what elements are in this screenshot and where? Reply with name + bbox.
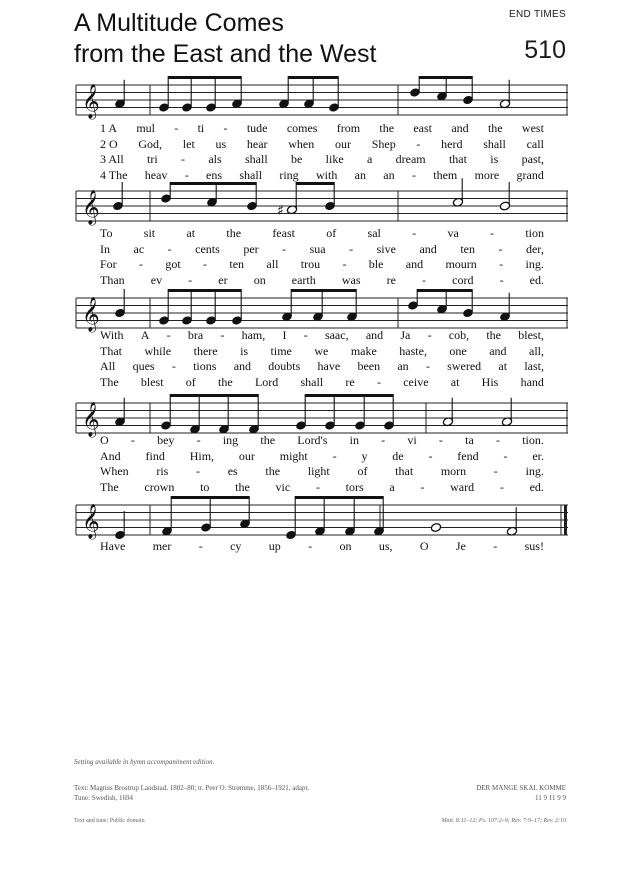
lyric-syllable: tors xyxy=(345,479,364,494)
lyric-syllable: ten xyxy=(229,257,245,271)
lyric-syllable: - xyxy=(220,328,225,342)
lyric-syllable: God, xyxy=(138,136,163,151)
lyric-syllable: let xyxy=(182,136,195,151)
lyric-syllable: - xyxy=(184,167,189,182)
lyric-syllable: - xyxy=(493,464,498,478)
lyric-syllable: crown xyxy=(144,479,175,494)
lyric-syllable: re xyxy=(386,272,396,287)
lyric-line xyxy=(100,433,544,447)
lyric-syllable: a xyxy=(366,152,373,166)
lyric-syllable: from xyxy=(336,121,361,135)
lyric-syllable: feast xyxy=(272,226,295,240)
lyric-syllable: - xyxy=(139,257,144,271)
lyric-syllable: Him, xyxy=(189,448,215,463)
lyric-syllable: - xyxy=(303,328,308,342)
lyric-syllable: at xyxy=(498,359,508,373)
lyric-syllable: O xyxy=(419,539,429,553)
lyric-syllable: 2 O xyxy=(100,136,118,151)
lyric-syllable: like xyxy=(325,152,344,166)
music-staff-1 xyxy=(0,77,640,117)
lyric-syllable: ac xyxy=(133,241,145,256)
note-beam xyxy=(295,496,383,499)
title-line-2: from the East and the West xyxy=(74,40,377,68)
lyric-syllable: with xyxy=(316,167,338,182)
lyric-syllable: up xyxy=(268,539,281,553)
lyric-syllable: vic xyxy=(275,479,291,494)
lyric-syllable: - xyxy=(332,448,337,463)
lyric-syllable: - xyxy=(499,479,504,494)
lyric-syllable: 4 The xyxy=(100,167,128,182)
lyric-syllable: one xyxy=(449,343,467,358)
lyric-line xyxy=(100,273,544,287)
lyric-syllable: de xyxy=(392,448,404,463)
lyric-syllable: - xyxy=(499,272,504,287)
lyric-syllable: all xyxy=(266,257,279,271)
lyric-syllable: - xyxy=(495,433,500,447)
lyric-syllable: Lord's xyxy=(297,433,328,447)
lyric-syllable: hand xyxy=(520,374,544,389)
copyright: Text and tune: Public domain xyxy=(74,818,145,824)
lyric-line xyxy=(100,137,544,151)
lyric-syllable: an xyxy=(354,167,366,182)
lyric-syllable: dream xyxy=(395,152,426,166)
lyric-syllable: haste, xyxy=(399,343,427,358)
note-beam xyxy=(296,182,334,185)
lyric-syllable: als xyxy=(208,152,222,166)
lyric-syllable: ing. xyxy=(525,464,544,478)
lyric-syllable: the xyxy=(379,121,395,135)
lyric-syllable: - xyxy=(171,359,176,373)
lyric-syllable: an xyxy=(397,359,409,373)
lyric-syllable: per xyxy=(243,241,259,256)
lyric-syllable: call xyxy=(526,136,544,151)
note-beam xyxy=(291,289,356,292)
lyric-syllable: morn xyxy=(440,464,467,478)
lyric-line xyxy=(100,359,544,373)
lyric-line xyxy=(100,449,544,463)
lyric-syllable: His xyxy=(481,374,499,389)
lyric-line xyxy=(100,480,544,494)
lyric-line xyxy=(100,328,544,342)
lyric-syllable: sal xyxy=(367,226,381,240)
lyric-syllable: In xyxy=(100,241,110,256)
lyric-syllable: mul xyxy=(136,121,155,135)
lyric-syllable: comes xyxy=(286,121,318,135)
lyric-syllable: there xyxy=(193,343,218,358)
lyric-syllable: - xyxy=(411,167,416,182)
lyric-syllable: sus! xyxy=(524,539,544,553)
lyric-syllable: Lord xyxy=(254,374,279,389)
lyric-syllable: - xyxy=(196,433,201,447)
lyric-syllable: ev xyxy=(150,272,163,287)
lyric-syllable: - xyxy=(342,257,347,271)
lyric-syllable: When xyxy=(100,464,129,478)
note-beam xyxy=(305,394,393,397)
lyric-syllable: our xyxy=(238,448,255,463)
lyric-syllable: bey xyxy=(157,433,175,447)
lyric-syllable: - xyxy=(416,136,421,151)
lyric-syllable: I xyxy=(282,328,287,342)
lyric-line xyxy=(100,168,544,182)
lyric-syllable: The xyxy=(100,374,119,389)
treble-clef-icon: 𝄞 xyxy=(82,504,100,539)
lyric-syllable: - xyxy=(376,374,381,389)
lyric-syllable: mourn xyxy=(445,257,477,271)
lyric-syllable: cents xyxy=(195,241,220,256)
lyric-syllable: find xyxy=(145,448,165,463)
music-staff-3 xyxy=(0,290,640,330)
lyric-syllable: last, xyxy=(524,359,544,373)
lyric-syllable: tude xyxy=(246,121,268,135)
lyric-syllable: is xyxy=(240,343,249,358)
lyric-syllable: ward xyxy=(450,479,475,494)
lyric-syllable: Ja xyxy=(400,328,411,342)
lyric-syllable: saac, xyxy=(324,328,349,342)
lyric-syllable: of xyxy=(185,374,196,389)
lyric-syllable: For xyxy=(100,257,117,271)
lyric-syllable: a xyxy=(389,479,395,494)
lyric-syllable: - xyxy=(203,257,208,271)
lyric-syllable: ceive xyxy=(403,374,429,389)
treble-clef-icon: 𝄞 xyxy=(82,402,100,437)
title-line-1: A Multitude Comes xyxy=(74,9,284,37)
lyric-syllable: was xyxy=(341,272,361,287)
lyric-syllable: - xyxy=(349,241,354,256)
lyric-line xyxy=(100,226,544,240)
lyric-syllable: might xyxy=(279,448,308,463)
lyric-syllable: - xyxy=(427,328,432,342)
lyric-syllable: grand xyxy=(516,167,544,182)
lyric-syllable: - xyxy=(198,539,203,553)
lyric-syllable: er. xyxy=(532,448,544,463)
scripture-references: Matt. 8:11–12; Ps. 107:2–9; Rev. 7:9–17; Rev. 2:10 xyxy=(441,818,566,824)
lyric-syllable: is xyxy=(490,152,499,166)
lyric-syllable: ring xyxy=(279,167,299,182)
lyric-syllable: while xyxy=(144,343,172,358)
tune-info xyxy=(476,783,566,803)
lyric-syllable: Je xyxy=(455,539,466,553)
lyric-syllable: - xyxy=(188,272,193,287)
lyric-syllable: herd xyxy=(441,136,463,151)
lyric-syllable: past, xyxy=(521,152,544,166)
lyric-line xyxy=(100,344,544,358)
lyric-syllable: us xyxy=(215,136,227,151)
lyric-syllable: - xyxy=(166,328,171,342)
lyric-syllable: an xyxy=(383,167,395,182)
lyric-syllable: light xyxy=(307,464,330,478)
half-note xyxy=(430,523,441,533)
lyric-syllable: ble xyxy=(368,257,384,271)
lyric-syllable: tion. xyxy=(522,433,544,447)
lyric-syllable: es xyxy=(227,464,238,478)
lyric-syllable: the xyxy=(486,328,502,342)
lyric-syllable: our xyxy=(334,136,351,151)
lyric-syllable: 3 All xyxy=(100,152,124,166)
lyric-syllable: - xyxy=(130,433,135,447)
lyric-syllable: the xyxy=(260,433,276,447)
lyric-syllable: sive xyxy=(376,241,396,256)
lyric-syllable: A xyxy=(140,328,150,342)
music-staff-5 xyxy=(0,497,640,537)
note-beam xyxy=(170,394,258,397)
lyric-syllable: fend xyxy=(457,448,479,463)
lyric-syllable: shall xyxy=(300,374,324,389)
lyric-syllable: - xyxy=(181,152,185,166)
lyric-syllable: and xyxy=(233,359,252,373)
lyric-syllable: when xyxy=(288,136,315,151)
lyric-line xyxy=(100,242,544,256)
lyric-syllable: been xyxy=(357,359,381,373)
music-staff-4 xyxy=(0,395,640,435)
lyric-syllable: er xyxy=(218,272,228,287)
lyric-syllable: all, xyxy=(529,343,544,358)
lyric-syllable: the xyxy=(226,226,242,240)
lyric-syllable: tions xyxy=(193,359,217,373)
lyric-syllable: ris xyxy=(156,464,169,478)
lyric-syllable: to xyxy=(200,479,210,494)
lyric-syllable: more xyxy=(474,167,500,182)
lyric-syllable: ing. xyxy=(525,257,544,271)
sharp-icon: ♯ xyxy=(277,202,284,219)
lyric-syllable: - xyxy=(438,433,443,447)
lyric-syllable: the xyxy=(235,479,250,494)
lyric-syllable: we xyxy=(314,343,329,358)
lyric-syllable: With xyxy=(100,328,124,342)
lyric-syllable: ing xyxy=(222,433,239,447)
lyric-syllable: - xyxy=(425,359,430,373)
lyric-syllable: ham, xyxy=(241,328,266,342)
treble-clef-icon: 𝄞 xyxy=(82,190,100,225)
lyric-syllable: - xyxy=(308,539,313,553)
lyric-syllable: on xyxy=(253,272,266,287)
lyric-syllable: Shep xyxy=(371,136,396,151)
lyric-syllable: cord xyxy=(452,272,474,287)
lyric-syllable: - xyxy=(498,241,503,256)
lyric-syllable: The xyxy=(100,479,119,494)
lyric-syllable: heav xyxy=(144,167,168,182)
treble-clef-icon: 𝄞 xyxy=(82,297,100,332)
lyric-syllable: hear xyxy=(246,136,268,151)
note-beam xyxy=(168,76,241,79)
lyric-line xyxy=(100,257,544,271)
lyric-syllable: y xyxy=(361,448,368,463)
lyric-syllable: be xyxy=(291,152,303,166)
tune-name: DER MANGE SKAL KOMME xyxy=(476,784,566,792)
lyric-syllable: that xyxy=(448,152,467,166)
lyric-syllable: ten xyxy=(460,241,475,256)
lyric-syllable: shall xyxy=(239,167,263,182)
lyric-syllable: - xyxy=(428,448,433,463)
lyric-syllable: tion xyxy=(525,226,544,240)
lyric-syllable: - xyxy=(493,539,498,553)
lyric-syllable: sua xyxy=(309,241,326,256)
lyric-syllable: Than xyxy=(100,272,125,287)
lyric-syllable: on xyxy=(339,539,352,553)
lyric-syllable: All xyxy=(100,359,116,373)
lyric-syllable: - xyxy=(167,241,172,256)
lyric-syllable: blest, xyxy=(518,328,544,342)
lyric-syllable: - xyxy=(412,226,417,240)
lyric-syllable: That xyxy=(100,343,122,358)
lyric-syllable: them xyxy=(433,167,458,182)
lyric-syllable: the xyxy=(265,464,281,478)
lyric-syllable: cob, xyxy=(448,328,470,342)
section-label: END TIMES xyxy=(509,9,566,20)
lyric-syllable: - xyxy=(503,448,508,463)
lyric-syllable: vi xyxy=(407,433,417,447)
lyric-syllable: of xyxy=(357,464,368,478)
lyric-syllable: the xyxy=(487,121,503,135)
note-beam xyxy=(288,76,338,79)
lyric-syllable: that xyxy=(395,464,414,478)
lyric-syllable: ti xyxy=(197,121,205,135)
lyric-syllable: and xyxy=(365,328,384,342)
lyric-syllable: - xyxy=(420,479,425,494)
final-barline xyxy=(564,505,567,535)
lyric-syllable: and xyxy=(451,121,469,135)
lyric-syllable: - xyxy=(422,272,427,287)
lyric-syllable: ta xyxy=(465,433,474,447)
lyric-syllable: at xyxy=(450,374,460,389)
lyric-line xyxy=(100,464,544,478)
lyric-line xyxy=(100,539,544,553)
lyric-line xyxy=(100,375,544,389)
lyric-syllable: ens xyxy=(206,167,223,182)
lyric-syllable: va xyxy=(447,226,459,240)
lyric-syllable: ed. xyxy=(529,272,544,287)
lyric-syllable: blest xyxy=(140,374,164,389)
lyric-syllable: trou xyxy=(300,257,321,271)
lyric-syllable: make xyxy=(350,343,377,358)
music-staff-2 xyxy=(0,183,640,223)
lyric-syllable: Have xyxy=(100,539,126,553)
lyric-line xyxy=(100,121,544,135)
lyric-syllable: shall xyxy=(483,136,506,151)
lyric-syllable: 1 A xyxy=(100,121,118,135)
lyric-syllable: tri xyxy=(147,152,158,166)
lyric-syllable: cy xyxy=(230,539,242,553)
lyric-syllable: And xyxy=(100,448,121,463)
lyric-syllable: ed. xyxy=(529,479,544,494)
lyric-syllable: the xyxy=(218,374,233,389)
lyric-syllable: west xyxy=(521,121,544,135)
lyric-syllable: - xyxy=(223,121,228,135)
lyric-syllable: shall xyxy=(245,152,268,166)
lyric-syllable: at xyxy=(186,226,196,240)
lyric-syllable: doubts xyxy=(268,359,301,373)
lyric-syllable: - xyxy=(282,241,287,256)
lyric-syllable: and xyxy=(419,241,437,256)
hymn-number: 510 xyxy=(524,36,566,64)
note-beam xyxy=(419,76,472,79)
lyric-syllable: - xyxy=(381,433,386,447)
lyric-syllable: and xyxy=(489,343,507,358)
text-credit: Text: Magnus Brostrup Landstad, 1802–80; tr. Peer O. Strømme, 1856–1921, adapt. xyxy=(74,784,310,792)
lyric-line xyxy=(100,152,544,166)
lyric-syllable: - xyxy=(174,121,179,135)
setting-note: Setting available in hymn accompaniment edition. xyxy=(74,758,215,766)
note-beam xyxy=(171,496,249,499)
lyric-syllable: ques xyxy=(132,359,155,373)
tune-credit: Tune: Swedish, 1694 xyxy=(74,794,134,802)
lyric-syllable: earth xyxy=(291,272,316,287)
note-beam xyxy=(417,289,472,292)
lyric-syllable: To xyxy=(100,226,113,240)
note-beam xyxy=(168,289,241,292)
lyric-syllable: - xyxy=(315,479,320,494)
lyric-syllable: got xyxy=(165,257,181,271)
lyric-syllable: mer xyxy=(152,539,172,553)
lyric-syllable: in xyxy=(349,433,359,447)
meter: 11 9 11 9 9 xyxy=(535,794,566,802)
lyric-syllable: east xyxy=(413,121,433,135)
lyric-syllable: and xyxy=(405,257,424,271)
lyric-syllable: have xyxy=(317,359,341,373)
lyric-syllable: O xyxy=(100,433,109,447)
hymn-title xyxy=(74,8,376,70)
lyric-syllable: - xyxy=(196,464,201,478)
lyric-syllable: time xyxy=(270,343,292,358)
credits xyxy=(74,783,309,803)
lyric-syllable: - xyxy=(499,257,504,271)
lyric-syllable: re xyxy=(345,374,355,389)
lyric-syllable: - xyxy=(490,226,495,240)
lyric-syllable: of xyxy=(326,226,337,240)
lyric-syllable: bra xyxy=(187,328,204,342)
lyric-syllable: us, xyxy=(378,539,393,553)
lyric-syllable: sit xyxy=(143,226,156,240)
lyric-syllable: swered xyxy=(447,359,482,373)
note-beam xyxy=(170,182,256,185)
lyric-syllable: der, xyxy=(525,241,544,256)
treble-clef-icon: 𝄞 xyxy=(82,84,100,119)
